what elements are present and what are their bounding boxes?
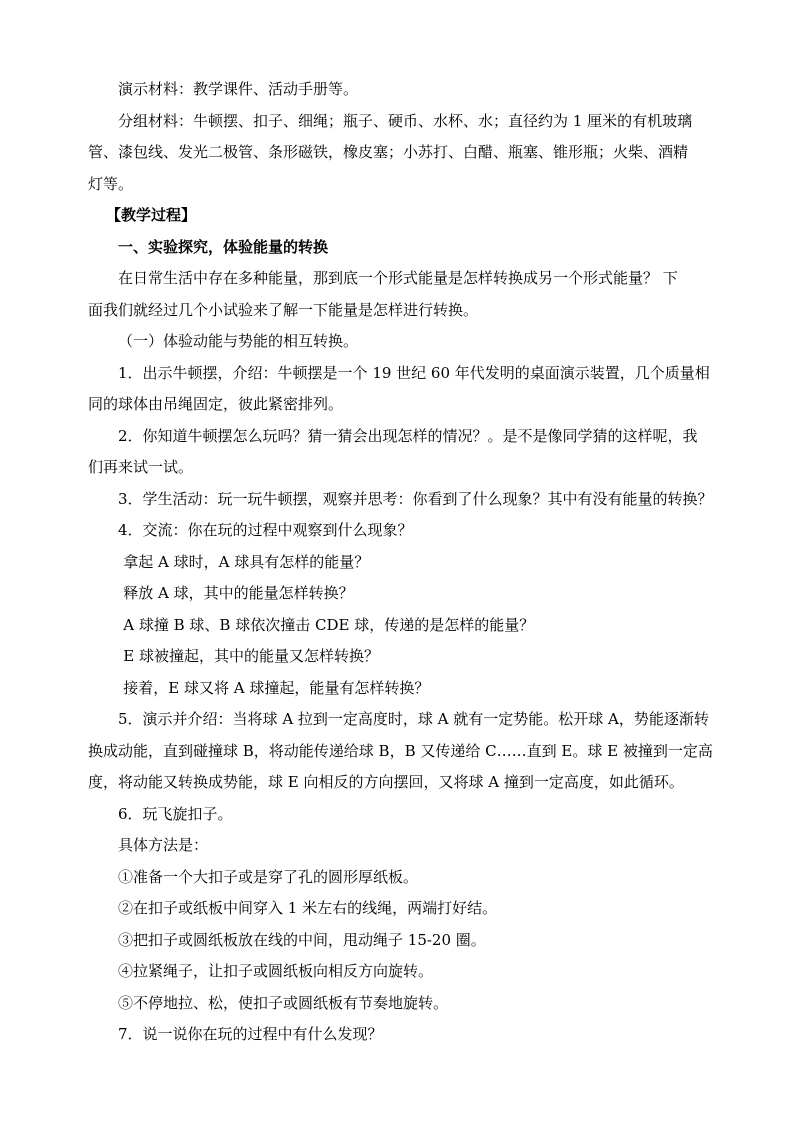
document-body xyxy=(88,74,718,1051)
item-2-line-1: 2．你知道牛顿摆怎么玩吗？猜一猜会出现怎样的情况？。是不是像同学猜的这样呢，我 xyxy=(118,426,698,445)
method-step-3: ③把扣子或圆纸板放在线的中间，甩动绳子 15-20 圈。 xyxy=(118,930,486,949)
item-4-question-4: E 球被撞起，其中的能量又怎样转换？ xyxy=(123,647,379,665)
item-4-question-5: 接着，E 球又将 A 球撞起，能量有怎样转换？ xyxy=(123,678,430,697)
group-materials-line-1: 分组材料：牛顿摆、扣子、细绳；瓶子、硬币、水杯、水；直径约为 1 厘米的有机玻璃 xyxy=(118,111,693,130)
method-step-4: ④拉紧绳子，让扣子或圆纸板向相反方向旋转。 xyxy=(118,962,434,980)
item-1-line-2: 同的球体由吊绳固定，彼此紧密排列。 xyxy=(88,395,344,413)
item-6: 6．玩飞旋扣子。 xyxy=(118,804,233,823)
item-5-line-3: 度，将动能又转换成势能，球 E 向相反的方向摆回，又将球 A 撞到一定高度，如此循环。 xyxy=(88,773,684,791)
item-4-question-3: A 球撞 B 球、B 球依次撞击 CDE 球，传递的是怎样的能量？ xyxy=(123,615,535,634)
method-label: 具体方法是： xyxy=(118,836,209,854)
group-materials-line-2: 管、漆包线、发光二极管、条形磁铁，橡皮塞；小苏打、白醋、瓶塞、锥形瓶；火柴、酒精 xyxy=(88,143,689,161)
item-4-question-2: 释放 A 球，其中的能量怎样转换？ xyxy=(123,584,354,602)
group-materials-line-3: 灯等。 xyxy=(88,174,134,193)
item-2 xyxy=(88,421,718,484)
item-5-line-1: 5．演示并介绍：当将球 A 拉到一定高度时，球 A 就有一定势能。松开球 A，势能逐渐转 xyxy=(118,710,709,728)
item-5 xyxy=(88,704,718,799)
item-3: 3．学生活动：玩一玩牛顿摆，观察并思考：你看到了什么现象？其中有没有能量的转换？ xyxy=(118,489,713,508)
item-1-line-1: 1．出示牛顿摆，介绍：牛顿摆是一个 19 世纪 60 年代发明的桌面演示装置，几个质量相 xyxy=(118,363,710,382)
item-4: 4．交流：你在玩的过程中观察到什么现象？ xyxy=(118,521,413,539)
process-heading: 【教学过程】 xyxy=(106,206,197,224)
method-step-5: ⑤不停地拉、松，使扣子或圆纸板有节奏地旋转。 xyxy=(118,993,449,1012)
section-1-title: 一、实验探究，体验能量的转换 xyxy=(118,237,329,256)
item-4-question-1: 拿起 A 球时，A 球具有怎样的能量？ xyxy=(123,552,370,571)
section-1-intro-line-2: 面我们就经过几个小试验来了解一下能量是怎样进行转换。 xyxy=(88,300,479,319)
demo-materials: 演示材料：教学课件、活动手册等。 xyxy=(118,80,359,98)
section-1-intro xyxy=(88,263,718,326)
subsection-1-title: （一）体验动能与势能的相互转换。 xyxy=(118,332,359,350)
method-step-1: ①准备一个大扣子或是穿了孔的圆形厚纸板。 xyxy=(118,867,419,886)
group-materials xyxy=(88,106,718,201)
method-step-2: ②在扣子或纸板中间穿入 1 米左右的线绳，两端打好结。 xyxy=(118,899,498,917)
item-2-line-2: 们再来试一试。 xyxy=(88,458,194,476)
item-1 xyxy=(88,358,718,421)
item-5-line-2: 换成动能，直到碰撞球 B，将动能传递给球 B，B 又传递给 C……直到 E。球 E 被撞到一定高 xyxy=(88,741,713,760)
item-7: 7．说一说你在玩的过程中有什么发现？ xyxy=(118,1025,383,1043)
section-1-intro-line-1: 在日常生活中存在多种能量，那到底一个形式能量是怎样转换成另一个形式能量？ 下 xyxy=(118,269,678,287)
